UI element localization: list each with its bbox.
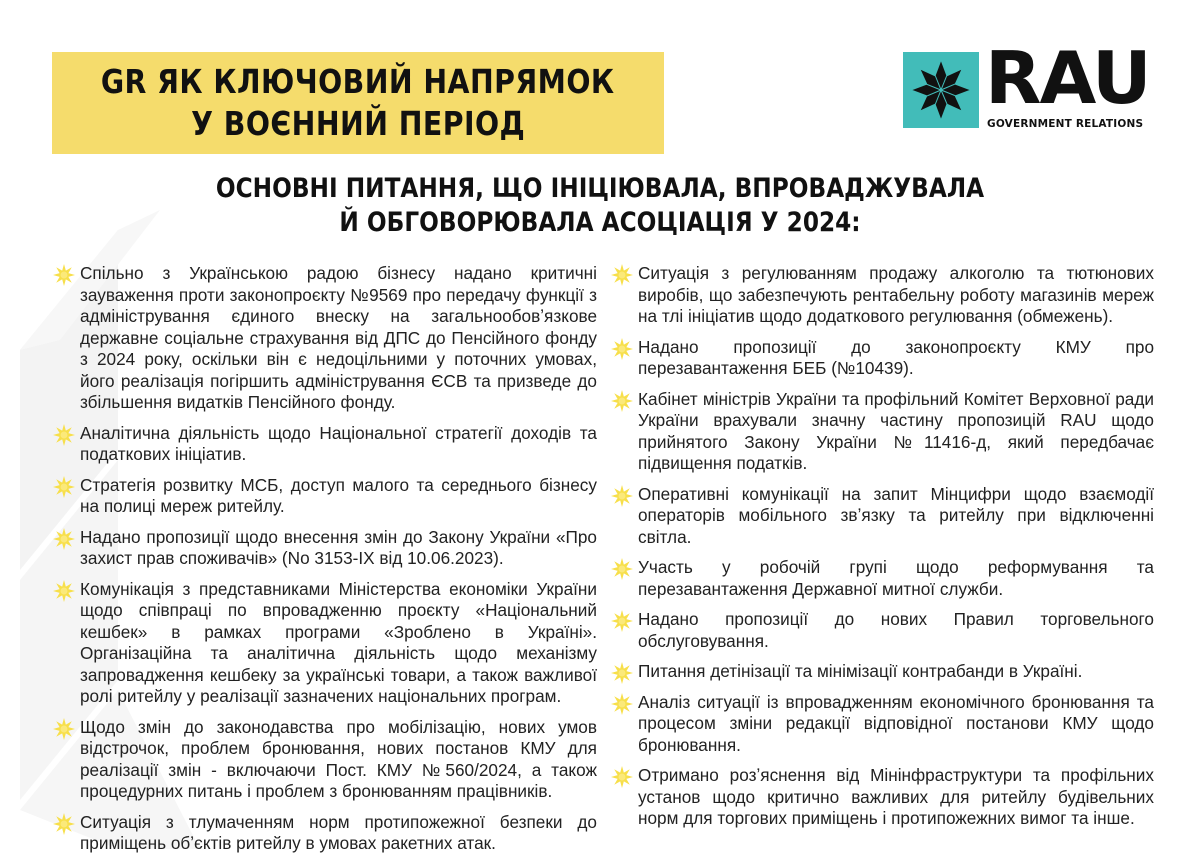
list-item (610, 337, 1154, 380)
list-item-text: Спільно з Українською радою бізнесу надано критичні зауваження проти законопроєкту №9569 про передачу функції з адміністрування єдиного внеску на загальнообовʼязкове державне соціальне страхування від ДПС до Пенсійного фонду з 2024 року, оскільки він є недоцільними у поточних умовах, його реалізація погіршить адміністрування ЄСВ та призведе до збільшення видатків Пенсійного фонду. (80, 263, 597, 412)
list-item (610, 765, 1154, 830)
list-item (52, 812, 597, 855)
sun-star-bullet-icon (610, 484, 634, 508)
list-item-text: Аналіз ситуації із впровадженням економічного бронювання та процесом зміни редакції відповідної постанови КМУ щодо бронювання. (638, 691, 1154, 755)
list-item (610, 557, 1154, 600)
list-item (52, 423, 597, 466)
list-item-text: Ситуація з тлумаченням норм протипожежної безпеки до приміщень обʼєктів ритейлу в умовах ракетних атак. (80, 811, 597, 853)
sun-star-bullet-icon (52, 527, 76, 551)
sun-star-bullet-icon (52, 263, 76, 287)
list-item-text: Ситуація з регулюванням продажу алкоголю та тютюнових виробів, що забезпечують рентабельну роботу магазинів мереж на тлі ініціатив щодо додаткового регулювання (обмежень). (638, 263, 1154, 326)
list-item (52, 527, 597, 570)
sun-star-bullet-icon (610, 692, 634, 716)
sun-star-bullet-icon (610, 337, 634, 361)
list-item-text: Участь у робочій групі щодо реформування та перезавантаження Державної митної служби. (638, 557, 1154, 599)
logo-subtitle: GOVERNMENT RELATIONS (987, 118, 1144, 130)
header-title-banner (52, 52, 664, 154)
sun-star-bullet-icon (52, 812, 76, 836)
left-column-list (52, 263, 597, 864)
list-item (610, 609, 1154, 652)
list-item-text: Щодо змін до законодавства про мобілізацію, нових умов відстрочок, проблем бронювання, нових постанов КМУ для реалізації змін - включаючи Пост. КМУ №560/2024, а також процедурних питань і проблем з бронюванням працівників. (80, 716, 597, 801)
list-item (52, 717, 597, 803)
header-title-line-2: У ВОЄННИЙ ПЕРІОД (190, 104, 526, 143)
list-item-text: Кабінет міністрів України та профільний Комітет Верховної ради України врахували значну частину пропозицій RAU щодо прийнятого Закону України №11416-д, який передбачає підвищення податків. (638, 388, 1154, 473)
list-item (610, 389, 1154, 475)
sun-star-bullet-icon (610, 765, 634, 789)
eight-point-star-icon (903, 52, 979, 128)
section-heading-line-1: ОСНОВНІ ПИТАННЯ, ЩО ІНІЦІЮВАЛА, ВПРОВАДЖУВАЛА (215, 173, 985, 204)
header-title-line-1: GR ЯК КЛЮЧОВИЙ НАПРЯМОК (101, 62, 615, 101)
list-item-text: Надано пропозиції до законопроєкту КМУ про перезавантаження БЕБ (№10439). (638, 336, 1154, 378)
rau-logo (903, 36, 1153, 132)
list-item (52, 263, 597, 414)
sun-star-bullet-icon (52, 579, 76, 603)
list-item (610, 484, 1154, 549)
list-item (610, 661, 1154, 683)
list-item (52, 475, 597, 518)
list-item (52, 579, 597, 708)
list-item-text: Аналітична діяльність щодо Національної стратегії доходів та податкових ініціатив. (80, 422, 597, 464)
list-item (610, 263, 1154, 328)
logo-wordmark: RAU (985, 36, 1150, 120)
list-item-text: Оперативні комунікації на запит Мінцифри щодо взаємодії операторів мобільного звʼязку та ритейлу при відключенні світла. (638, 483, 1154, 547)
sun-star-bullet-icon (610, 609, 634, 633)
list-item-text: Комунікація з представниками Міністерства економіки України щодо співпраці по впровадженню проєкту «Національний кешбек» в рамках програми «Зроблено в Україні». Організаційна та аналітична діяльність щодо механізму запровадження кешбеку за українські товари, а також важливої ролі ритейлу у реалізації зазначених національних програм. (80, 578, 597, 706)
list-item-text: Надано пропозиції щодо внесення змін до Закону України «Про захист прав споживачів» (No 3153-IX від 10.06.2023). (80, 526, 597, 568)
list-item-text: Стратегія розвитку МСБ, доступ малого та середнього бізнесу на полиці мереж ритейлу. (80, 474, 597, 516)
sun-star-bullet-icon (610, 389, 634, 413)
list-item-text: Отримано розʼяснення від Мінінфраструктури та профільних установ щодо критично важливих для ритейлу будівельних норм для торгових приміщень і протипожежних вимог та інше. (638, 765, 1154, 828)
list-item-text: Питання детінізації та мінімізації контрабанди в Україні. (638, 661, 1083, 681)
sun-star-bullet-icon (52, 423, 76, 447)
sun-star-bullet-icon (610, 661, 634, 685)
list-item-text: Надано пропозиції до нових Правил торговельного обслуговування. (638, 609, 1154, 651)
sun-star-bullet-icon (610, 263, 634, 287)
right-column-list (610, 263, 1154, 839)
sun-star-bullet-icon (52, 475, 76, 499)
sun-star-bullet-icon (610, 557, 634, 581)
sun-star-bullet-icon (52, 717, 76, 741)
list-item (610, 692, 1154, 757)
section-heading-line-2: Й ОБГОВОРЮВАЛА АСОЦІАЦІЯ У 2024: (339, 207, 861, 238)
section-heading (150, 172, 1050, 240)
